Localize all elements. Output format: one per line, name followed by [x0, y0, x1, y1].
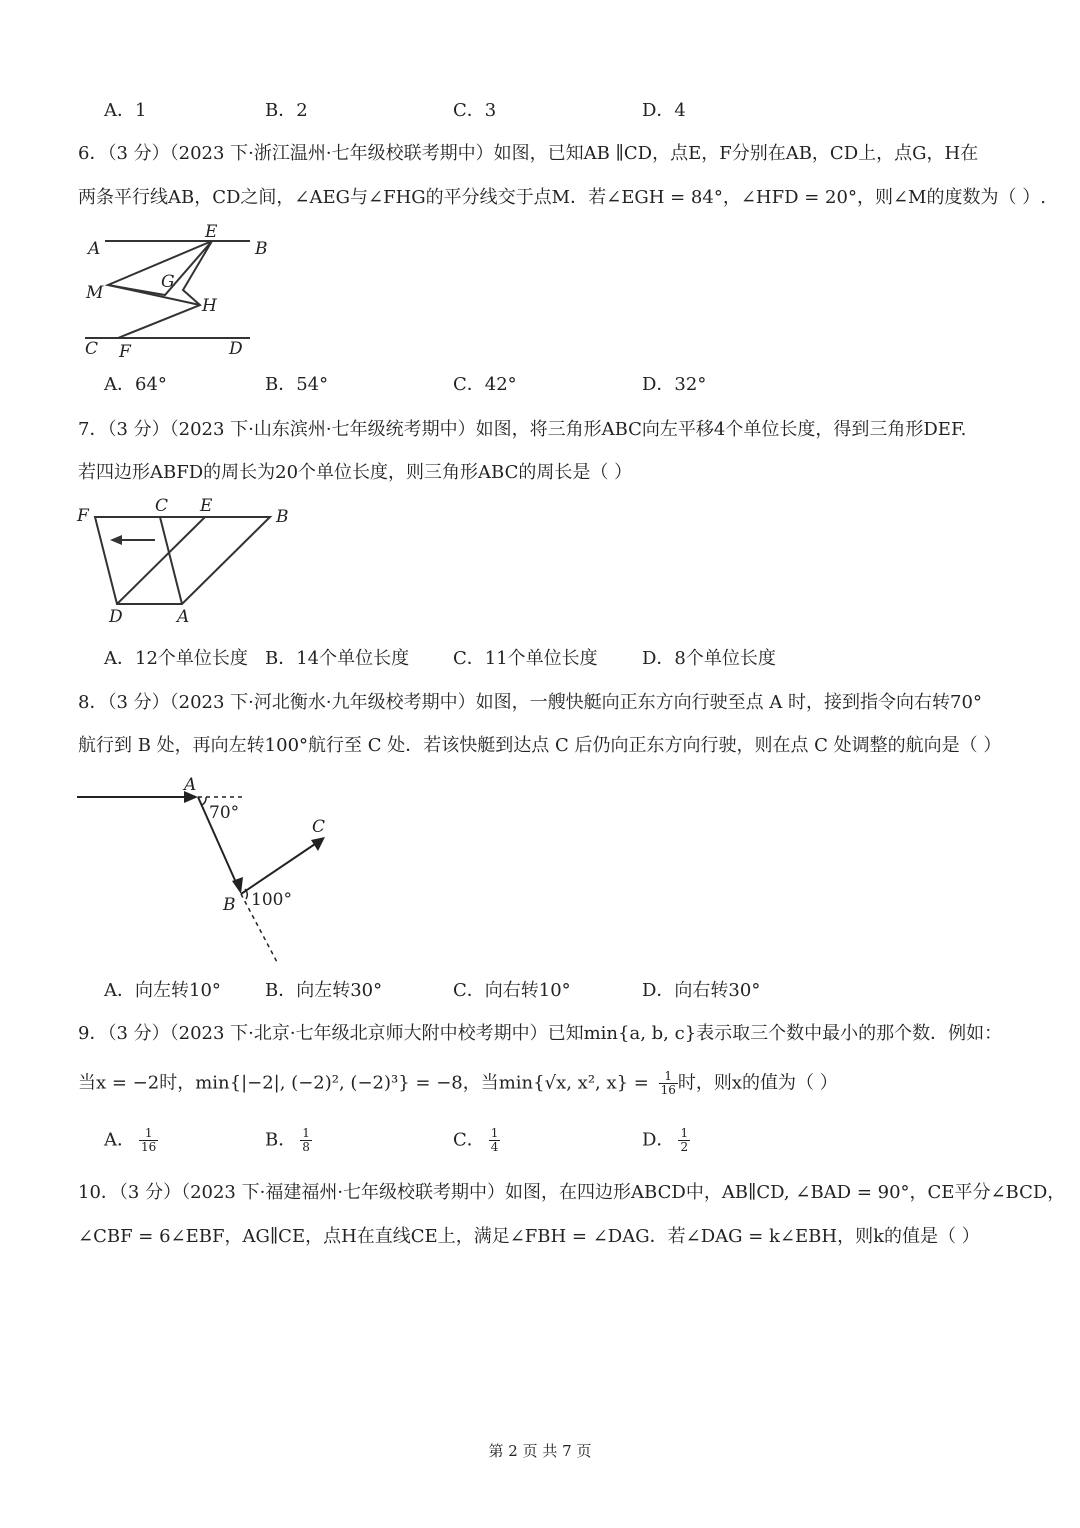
q5-option-c: C．3 — [453, 100, 497, 121]
q8-arrow-c — [311, 837, 325, 851]
q8-option-c: C．向右转10° — [453, 980, 571, 1001]
q6-option-d: D．32° — [642, 374, 707, 395]
q9-line2-part-b: 时，则x的值为（ ） — [677, 1072, 838, 1094]
q8-label-c: C — [312, 817, 326, 837]
q6-label-m: M — [86, 283, 104, 303]
q8-text-line2: 航行到 B 处，再向左转100°航行至 C 处．若该快艇到达点 C 后仍向正东方向行驶，则在点 C 处调整的航向是（ ） — [78, 735, 1002, 756]
q10-text-line1: 10．（3 分）（2023 下·福建福州·七年级校联考期中）如图，在四边形ABCD中，AB∥CD, ∠BAD = 90°，CE平分∠BCD， — [78, 1182, 1066, 1203]
q7-label-f: F — [77, 506, 89, 526]
q7-text-line2: 若四边形ABFD的周长为20个单位长度，则三角形ABC的周长是（ ） — [78, 462, 633, 483]
q6-text-line2: 两条平行线AB，CD之间，∠AEG与∠FHG的平分线交于点M．若∠EGH = 84°，∠HFD = 20°，则∠M的度数为（ ）. — [78, 187, 1046, 208]
q6-label-a: A — [88, 239, 101, 259]
q9-line2-part-a: 当x = −2时，min{|−2|, (−2)², (−2)³} = −8，当min{√x, x², x} = — [78, 1072, 655, 1094]
q8-arc-70 — [202, 797, 206, 805]
q5-option-d: D．4 — [642, 100, 686, 121]
q7-label-d: D — [109, 607, 123, 627]
q7-label-c: C — [155, 496, 169, 516]
q9-fraction: $\frac{1}{16}$ — [660, 1069, 676, 1097]
q6-label-g: G — [161, 272, 175, 292]
q7-option-d: D．8个单位长度 — [642, 648, 776, 669]
q8-label-100: 100° — [251, 890, 292, 910]
q6-label-b: B — [255, 239, 268, 259]
q5-option-a: A．1 — [104, 100, 147, 121]
q6-label-d: D — [229, 339, 243, 359]
q9-option-c: C． $\frac{1}{4}$ — [453, 1126, 499, 1154]
q7-label-b: B — [276, 507, 289, 527]
q9-option-d: D． $\frac{1}{2}$ — [642, 1126, 689, 1154]
q5-option-b: B．2 — [265, 100, 308, 121]
q8-option-d: D．向右转30° — [642, 980, 761, 1001]
page-footer: 第 2 页 共 7 页 — [488, 1442, 592, 1460]
q10-text-line2: ∠CBF = 6∠EBF，AG∥CE，点H在直线CE上，满足∠FBH = ∠DAG．若∠DAG = k∠EBH，则k的值是（ ） — [78, 1226, 980, 1247]
q7-option-c: C．11个单位长度 — [453, 648, 598, 669]
q6-label-c: C — [85, 339, 99, 359]
q7-text-line1: 7．（3 分）（2023 下·山东滨州·七年级统考期中）如图，将三角形ABC向左平移4个单位长度，得到三角形DEF. — [78, 419, 967, 440]
q8-text-line1: 8．（3 分）（2023 下·河北衡水·九年级校考期中）如图，一艘快艇向正东方向行驶至点 A 时，接到指令向右转70° — [78, 692, 982, 713]
q8-option-a: A．向左转10° — [104, 980, 221, 1001]
q9-text-line2 — [78, 1070, 838, 1097]
q8-label-70: 70° — [209, 803, 240, 823]
q9-option-b: B． $\frac{1}{8}$ — [265, 1126, 310, 1154]
q8-option-b: B．向左转30° — [265, 980, 383, 1001]
q8-path-bc — [241, 842, 318, 894]
q7-label-e: E — [200, 496, 213, 516]
q8-arc-100 — [245, 889, 247, 899]
q7-label-a: A — [177, 607, 190, 627]
q6-option-c: C．42° — [453, 374, 517, 395]
q7-option-b: B．14个单位长度 — [265, 648, 410, 669]
q6-option-b: B．54° — [265, 374, 329, 395]
q6-label-h: H — [202, 296, 217, 316]
q9-option-a: A． $\frac{1}{16}$ — [104, 1126, 157, 1154]
q8-label-b: B — [223, 895, 236, 915]
q6-text-line1: 6．（3 分）（2023 下·浙江温州·七年级校联考期中）如图，已知AB ∥CD，点E，F分别在AB，CD上，点G，H在 — [78, 143, 979, 164]
q6-label-f: F — [119, 342, 131, 362]
q6-option-a: A．64° — [104, 374, 167, 395]
q6-label-e: E — [205, 222, 218, 242]
q8-label-a: A — [184, 775, 197, 795]
q9-text-line1: 9．（3 分）（2023 下·北京·七年级北京师大附中校考期中）已知min{a, b, c}表示取三个数中最小的那个数．例如： — [78, 1023, 1003, 1044]
q7-option-a: A．12个单位长度 — [104, 648, 248, 669]
